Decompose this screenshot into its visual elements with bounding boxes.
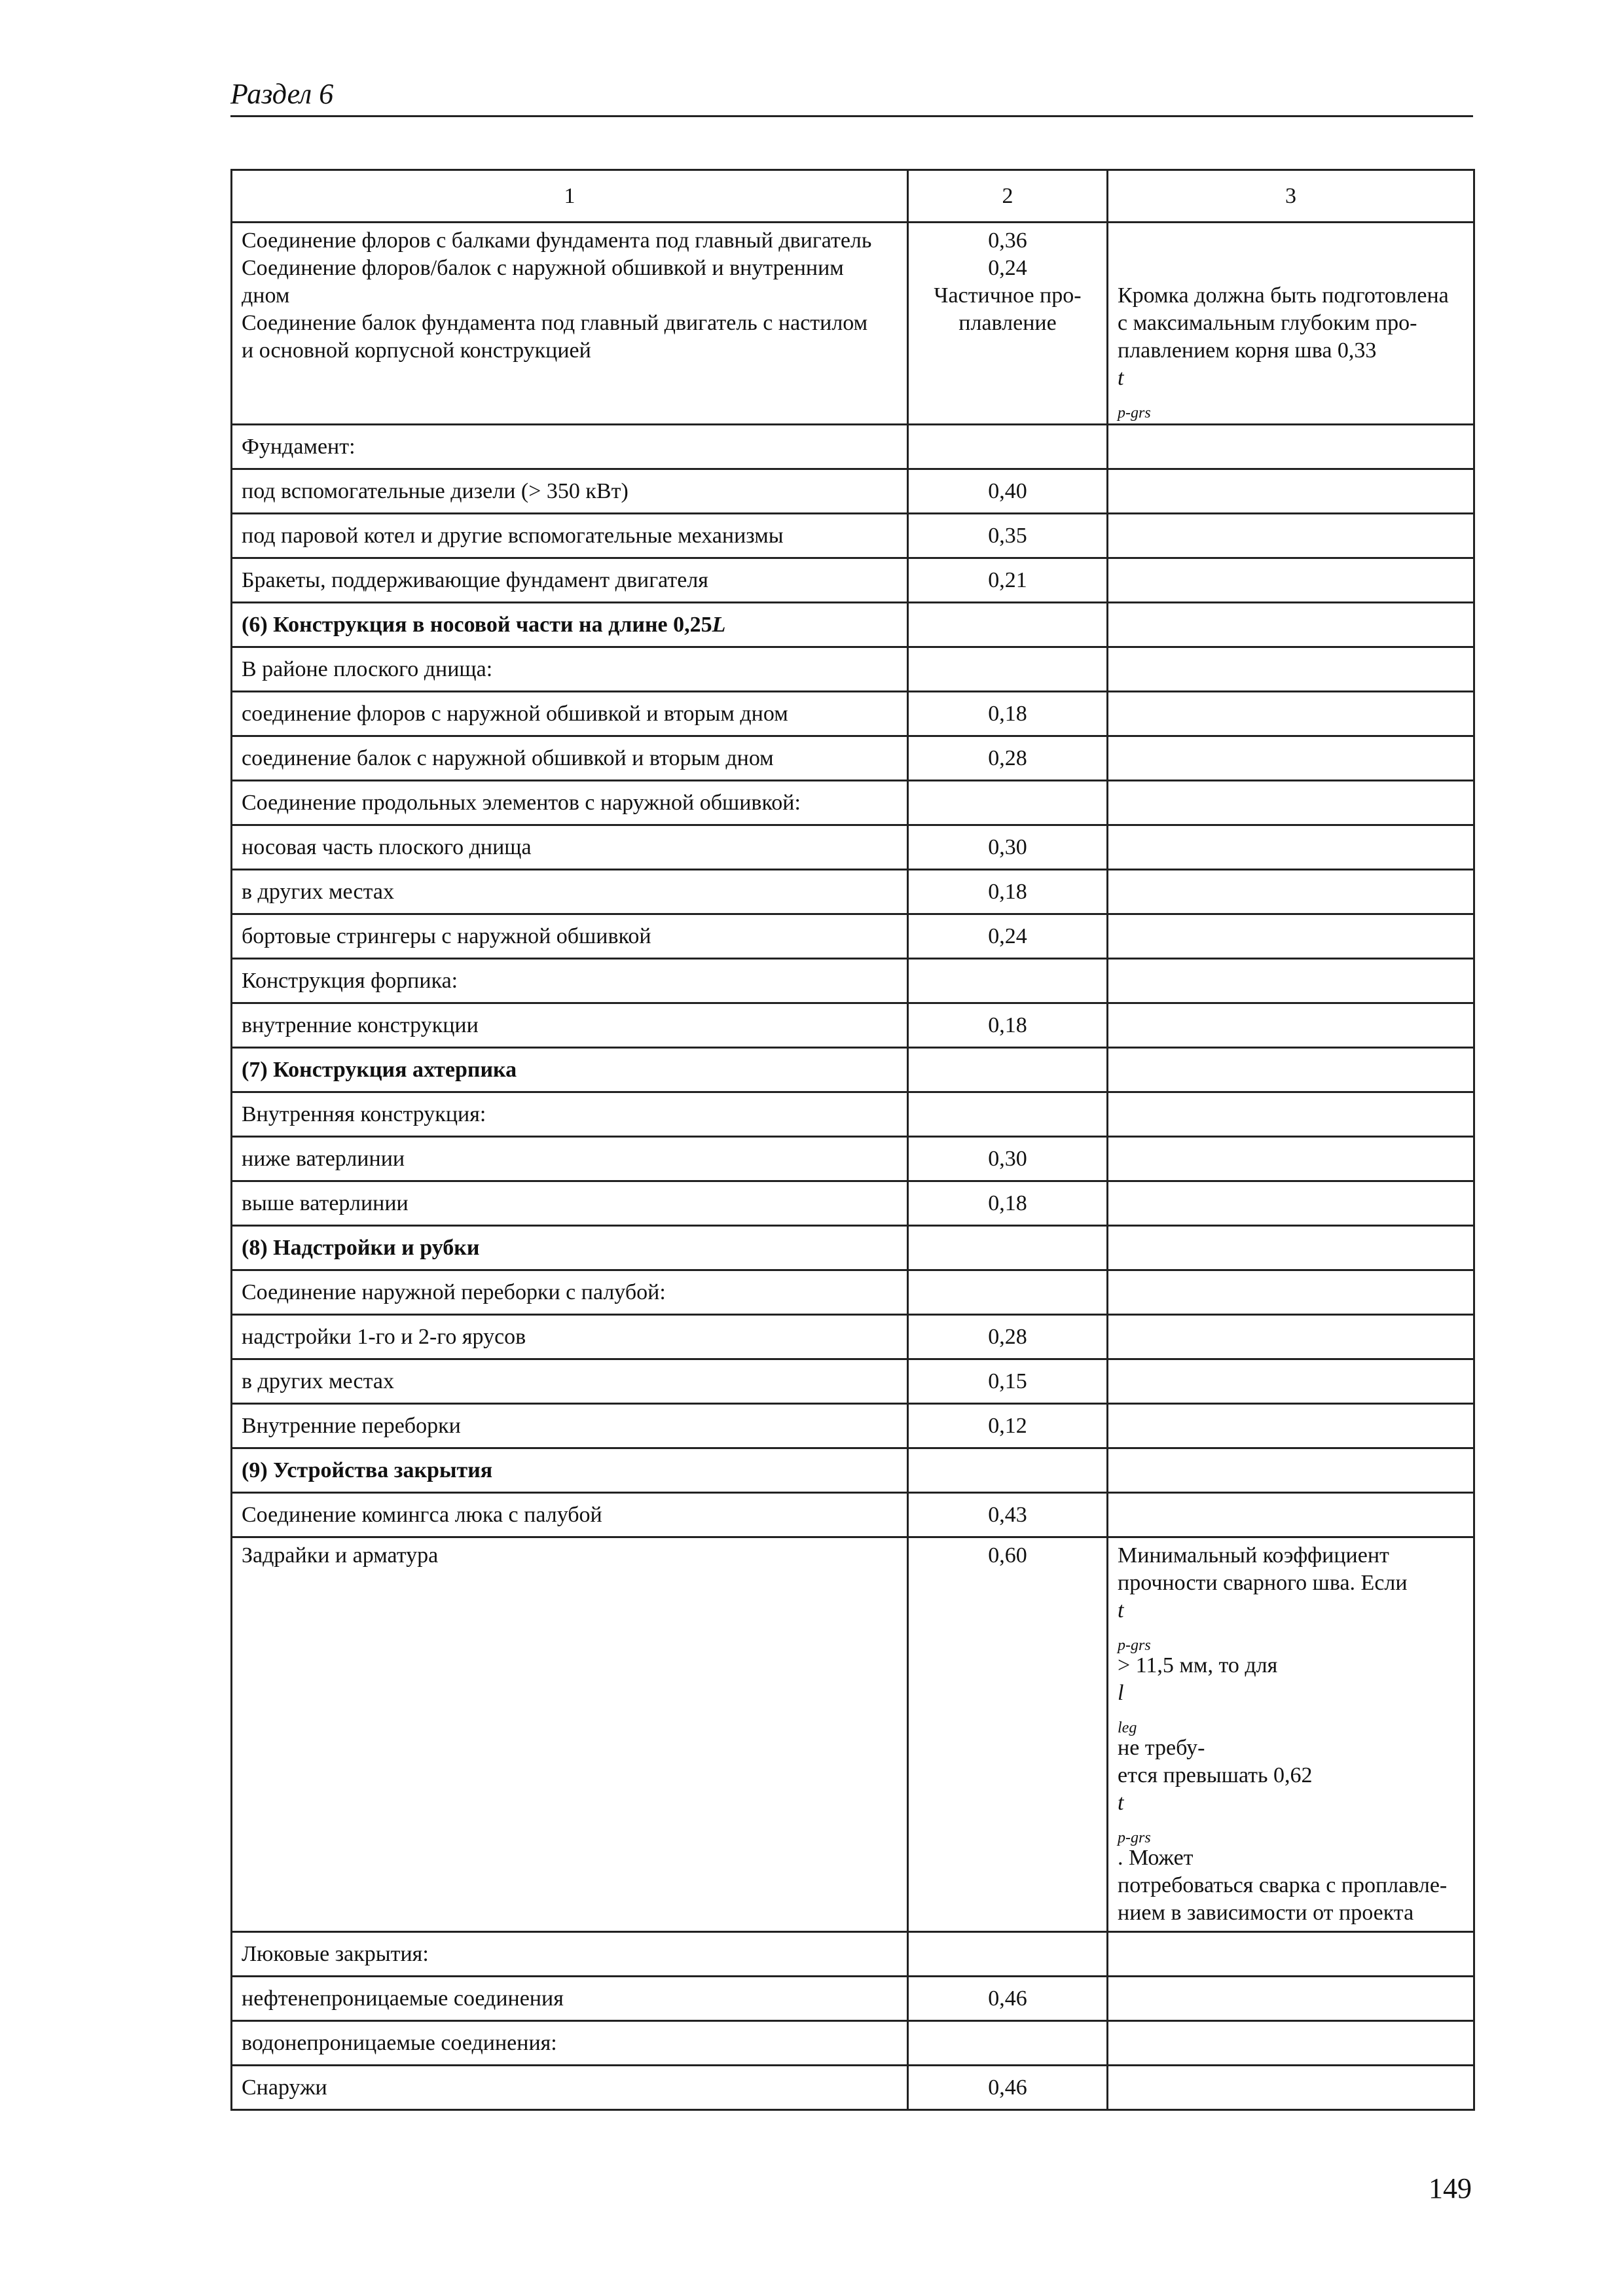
row-value: 0,28	[908, 1315, 1108, 1359]
row-label-text: Соединение комингса люка с палубой	[242, 1502, 602, 1527]
row-value: 0,30	[908, 1137, 1108, 1181]
table-row	[232, 2066, 1474, 2110]
row-note	[1108, 870, 1474, 914]
table-row	[232, 1977, 1474, 2021]
table-row	[232, 1932, 1474, 1977]
row-label-text: В районе плоского днища:	[242, 656, 493, 681]
note-text: плавлением корня шва 0,33	[1118, 338, 1377, 363]
page-number: 149	[1429, 2172, 1472, 2204]
note-line: потребоваться сварка с проплавле-	[1118, 1873, 1448, 1897]
row-value	[908, 959, 1108, 1003]
note-line	[1118, 1762, 1464, 1872]
row-value	[908, 1932, 1108, 1977]
row-label-text: надстройки 1-го и 2-го ярусов	[242, 1324, 526, 1349]
row-value	[908, 425, 1108, 469]
row-note	[1108, 223, 1474, 425]
row-label-text: Внутренняя конструкция:	[242, 1102, 486, 1126]
table-row	[232, 1359, 1474, 1404]
table-row	[232, 647, 1474, 692]
table-row	[232, 603, 1474, 647]
row-label-symbol: L	[712, 612, 726, 637]
row-value	[908, 1048, 1108, 1092]
row-label-text: под паровой котел и другие вспомогательные механизмы	[242, 523, 784, 548]
row-note	[1108, 1404, 1474, 1448]
row-label-line: дном	[242, 283, 290, 308]
row-note	[1108, 1315, 1474, 1359]
row-label	[232, 469, 908, 514]
note-symbol: l	[1118, 1681, 1124, 1705]
row-value	[908, 1270, 1108, 1315]
row-label	[232, 1359, 908, 1404]
row-label-text: соединение балок с наружной обшивкой и вторым дном	[242, 745, 774, 770]
row-label	[232, 870, 908, 914]
table-row	[232, 1181, 1474, 1226]
note-line: Минимальный коэффициент	[1118, 1543, 1389, 1568]
column-header-3: 3	[1108, 170, 1474, 223]
note-line: нием в зависимости от проекта	[1118, 1901, 1414, 1925]
row-label	[232, 2066, 908, 2110]
row-label-text: внутренние конструкции	[242, 1013, 479, 1037]
row-label-text: (6) Конструкция в носовой части на длине 0,25	[242, 612, 712, 637]
row-label-text: Снаружи	[242, 2075, 327, 2100]
row-value: 0,15	[908, 1359, 1108, 1404]
row-value: 0,40	[908, 469, 1108, 514]
row-label	[232, 1404, 908, 1448]
note-symbol: t	[1118, 1791, 1124, 1815]
table-row	[232, 1493, 1474, 1537]
row-note	[1108, 2066, 1474, 2110]
row-label-text: (8) Надстройки и рубки	[242, 1235, 480, 1260]
row-label-text: Внутренние переборки	[242, 1413, 461, 1438]
table-header-row	[232, 170, 1474, 223]
row-value: 0,18	[908, 1181, 1108, 1226]
row-value	[908, 1448, 1108, 1493]
row-note	[1108, 692, 1474, 736]
row-note	[1108, 825, 1474, 870]
row-value	[908, 603, 1108, 647]
table-row	[232, 914, 1474, 959]
table-row	[232, 1270, 1474, 1315]
table-row	[232, 1003, 1474, 1048]
row-note	[1108, 1270, 1474, 1315]
row-value: 0,35	[908, 514, 1108, 558]
row-value	[908, 2021, 1108, 2066]
row-value-line: 0,36	[988, 228, 1027, 253]
row-note	[1108, 1226, 1474, 1270]
row-label	[232, 914, 908, 959]
note-subscript: p-grs	[1118, 1829, 1151, 1846]
table-row	[232, 1048, 1474, 1092]
note-line: Кромка должна быть подготовлена	[1118, 283, 1449, 308]
row-label	[232, 1181, 908, 1226]
row-label	[232, 1932, 908, 1977]
row-value: 0,24	[908, 914, 1108, 959]
row-label-text: водонепроницаемые соединения:	[242, 2030, 557, 2055]
row-note	[1108, 1448, 1474, 1493]
table-row	[232, 1226, 1474, 1270]
row-label-text: под вспомогательные дизели (> 350 кВт)	[242, 478, 629, 503]
row-value: 0,18	[908, 1003, 1108, 1048]
row-label	[232, 825, 908, 870]
row-label-text: (9) Устройства закрытия	[242, 1458, 493, 1482]
note-line	[1118, 337, 1464, 420]
row-note	[1108, 1493, 1474, 1537]
note-symbol: t	[1118, 1598, 1124, 1623]
table-row	[232, 736, 1474, 781]
row-label	[232, 1493, 908, 1537]
table-row	[232, 870, 1474, 914]
row-value: 0,60	[908, 1537, 1108, 1932]
note-subscript: p-grs	[1118, 1636, 1151, 1654]
table-row-main-engine-foundation	[232, 223, 1474, 425]
row-value: 0,21	[908, 558, 1108, 603]
note-subscript: leg	[1118, 1719, 1137, 1736]
row-label	[232, 647, 908, 692]
row-value-line: плавление	[958, 311, 1057, 335]
row-value: 0,12	[908, 1404, 1108, 1448]
header-rule	[230, 115, 1473, 117]
row-label	[232, 692, 908, 736]
row-label-text: Люковые закрытия:	[242, 1941, 429, 1966]
note-line: с максимальным глубоким про-	[1118, 311, 1417, 335]
column-header-1: 1	[232, 170, 908, 223]
row-label	[232, 1137, 908, 1181]
row-label	[232, 2021, 908, 2066]
table-row	[232, 514, 1474, 558]
row-label	[232, 1448, 908, 1493]
row-label-text: Конструкция форпика:	[242, 968, 458, 993]
row-label-text: Бракеты, поддерживающие фундамент двигателя	[242, 567, 708, 592]
row-note	[1108, 469, 1474, 514]
row-value: 0,28	[908, 736, 1108, 781]
table-row	[232, 781, 1474, 825]
row-note	[1108, 558, 1474, 603]
row-label-line: Соединение флоров/балок с наружной обшивкой и внутренним	[242, 256, 844, 280]
note-text: . Может	[1118, 1846, 1194, 1870]
row-note	[1108, 1181, 1474, 1226]
note-line: прочности сварного шва. Если	[1118, 1571, 1408, 1595]
note-symbol: t	[1118, 366, 1124, 390]
row-value	[908, 223, 1108, 425]
row-label-text: нефтенепроницаемые соединения	[242, 1986, 564, 2011]
table-row	[232, 1092, 1474, 1137]
row-label-line: Соединение балок фундамента под главный двигатель с настилом	[242, 311, 868, 335]
section-title: Раздел 6	[230, 78, 334, 110]
row-label	[232, 1315, 908, 1359]
table-row	[232, 469, 1474, 514]
row-label	[232, 959, 908, 1003]
row-value	[908, 1092, 1108, 1137]
row-label-text: соединение флоров с наружной обшивкой и вторым дном	[242, 701, 788, 726]
table-row	[232, 1315, 1474, 1359]
row-label-line: Соединение флоров с балками фундамента под главный двигатель	[242, 228, 872, 253]
row-note	[1108, 1048, 1474, 1092]
row-label-line: и основной корпусной конструкцией	[242, 338, 591, 363]
row-note	[1108, 1977, 1474, 2021]
table-row	[232, 1448, 1474, 1493]
row-label	[232, 603, 908, 647]
row-note	[1108, 1537, 1474, 1932]
table-row	[232, 959, 1474, 1003]
table-row	[232, 825, 1474, 870]
row-value: 0,43	[908, 1493, 1108, 1537]
table-row-fittings	[232, 1537, 1474, 1932]
row-note	[1108, 1932, 1474, 1977]
row-note	[1108, 1003, 1474, 1048]
row-label	[232, 1092, 908, 1137]
row-note	[1108, 1092, 1474, 1137]
row-value: 0,18	[908, 870, 1108, 914]
row-value-line: 0,24	[988, 256, 1027, 280]
row-value	[908, 781, 1108, 825]
row-label	[232, 1048, 908, 1092]
row-label-text: (7) Конструкция ахтерпика	[242, 1057, 517, 1082]
row-label: Задрайки и арматура	[232, 1537, 908, 1932]
table-row	[232, 425, 1474, 469]
row-note	[1108, 425, 1474, 469]
row-label-text: бортовые стрингеры с наружной обшивкой	[242, 924, 651, 948]
row-label-text: в других местах	[242, 1369, 394, 1393]
table-row	[232, 1137, 1474, 1181]
row-value: 0,18	[908, 692, 1108, 736]
row-label	[232, 425, 908, 469]
row-label	[232, 223, 908, 425]
row-value-line: Частичное про-	[934, 283, 1082, 308]
row-value: 0,30	[908, 825, 1108, 870]
row-label	[232, 1270, 908, 1315]
row-note	[1108, 959, 1474, 1003]
note-line	[1118, 1597, 1464, 1762]
row-value: 0,46	[908, 2066, 1108, 2110]
row-label-text: в других местах	[242, 879, 394, 904]
row-note	[1108, 647, 1474, 692]
row-label-text: носовая часть плоского днища	[242, 834, 532, 859]
note-subscript: p-grs	[1118, 404, 1151, 422]
row-note	[1108, 514, 1474, 558]
row-label-text: выше ватерлинии	[242, 1191, 409, 1215]
row-label	[232, 1003, 908, 1048]
row-note	[1108, 2021, 1474, 2066]
row-label	[232, 736, 908, 781]
weld-coefficient-table	[230, 169, 1475, 2111]
row-value: 0,46	[908, 1977, 1108, 2021]
table-row	[232, 558, 1474, 603]
note-text: не требу-	[1118, 1736, 1205, 1760]
row-note	[1108, 781, 1474, 825]
row-label	[232, 558, 908, 603]
row-note	[1108, 1137, 1474, 1181]
row-label-text: Соединение продольных элементов с наружной обшивкой:	[242, 790, 801, 815]
row-note	[1108, 603, 1474, 647]
row-note	[1108, 1359, 1474, 1404]
row-label	[232, 781, 908, 825]
row-value	[908, 647, 1108, 692]
row-value	[908, 1226, 1108, 1270]
row-label-text: Соединение наружной переборки с палубой:	[242, 1280, 666, 1304]
table-row	[232, 692, 1474, 736]
row-note	[1108, 736, 1474, 781]
row-note	[1108, 914, 1474, 959]
column-header-2: 2	[908, 170, 1108, 223]
note-text: > 11,5 мм, то для	[1118, 1653, 1278, 1677]
table-row	[232, 1404, 1474, 1448]
note-text: ется превышать 0,62	[1118, 1763, 1313, 1787]
row-label	[232, 514, 908, 558]
row-label-text: Фундамент:	[242, 434, 356, 459]
table-row	[232, 2021, 1474, 2066]
row-label	[232, 1226, 908, 1270]
row-label-text: ниже ватерлинии	[242, 1146, 405, 1171]
row-label	[232, 1977, 908, 2021]
